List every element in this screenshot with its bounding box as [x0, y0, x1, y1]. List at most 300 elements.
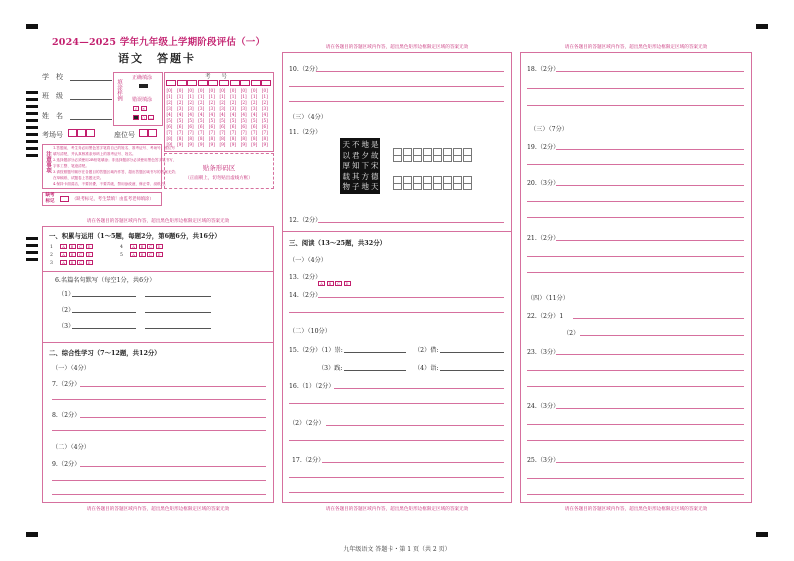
exam-number-write-box[interactable]	[240, 80, 250, 86]
exam-digit-bubble[interactable]: [2]	[219, 100, 226, 105]
registration-mark-bottom-left	[26, 532, 38, 537]
seat-label: 座位号	[114, 131, 135, 139]
q16-label: 16.（1）（2分）	[289, 383, 335, 390]
barcode-note: （正面朝上，切勿贴出虚线方框）	[185, 176, 253, 181]
exam-digit-bubble[interactable]: [0]	[177, 88, 184, 93]
mc-question-row	[50, 260, 94, 266]
q23-line-2[interactable]	[527, 370, 744, 371]
exam-digit-bubble[interactable]: [3]	[240, 106, 247, 111]
exam-number-label: 考 号	[205, 74, 228, 80]
exam-digit-bubble[interactable]: [3]	[187, 106, 194, 111]
sub2-label: （二）（4分）	[52, 444, 90, 451]
correct-fill-mark	[139, 84, 148, 88]
writing-grid-guide	[433, 156, 442, 162]
notes-line: 填写清楚，并认真核准条形码上的准考证号、姓名。	[53, 152, 136, 156]
writing-grid-cell[interactable]	[393, 148, 402, 156]
absent-checkbox[interactable]	[60, 196, 69, 202]
exam-digit-bubble[interactable]: [0]	[261, 88, 268, 93]
exam-digit-bubble[interactable]: [6]	[251, 124, 258, 129]
barcode-label: 贴条形码区	[202, 164, 236, 172]
exam-digit-bubble[interactable]: [1]	[240, 94, 247, 99]
exam-digit-bubble[interactable]: [3]	[208, 106, 215, 111]
writing-grid-guide	[423, 156, 432, 162]
mc-option-bubble[interactable]: D	[86, 260, 93, 265]
col1-bottom-warning: 请在各题目的答题区域内作答，超出黑色矩形边框限定区域的答案无效	[86, 507, 230, 512]
q7-line-1[interactable]	[80, 386, 266, 387]
notes-line: 1.答题前，考生务必用黑色签字笔将自己的姓名、准考证号、考场号、座位号	[53, 146, 176, 150]
calligraphy-glyph: 物	[342, 182, 350, 191]
mc-question-number: 4	[120, 245, 123, 250]
exam-digit-bubble[interactable]: [2]	[208, 100, 215, 105]
q15-3-blank[interactable]	[344, 370, 406, 371]
exam-digit-bubble[interactable]: [8]	[187, 136, 194, 141]
q13-option-bubble[interactable]: D	[344, 281, 351, 286]
q8-line-2[interactable]	[52, 430, 266, 431]
q9-line-1[interactable]	[80, 466, 266, 467]
part1-title: 一、积累与运用（1～5题，每题2分，第6题6分，共16分）	[49, 232, 221, 240]
exam-digit-bubble[interactable]: [0]	[230, 88, 237, 93]
part2-title: 二、综合性学习（7～12题，共12分）	[49, 349, 161, 357]
q15-4-label: （4）诣:	[414, 365, 439, 372]
writing-grid-cell[interactable]	[453, 176, 462, 184]
exam-digit-bubble[interactable]: [7]	[177, 130, 184, 135]
q15-4-blank[interactable]	[440, 370, 504, 371]
exam-digit-bubble[interactable]: [4]	[187, 112, 194, 117]
registration-mark-top-left	[26, 24, 38, 29]
calligraphy-glyph: 是	[371, 140, 379, 149]
writing-grid-cell[interactable]	[463, 148, 472, 156]
writing-grid-cell[interactable]	[423, 148, 432, 156]
sub3-label: （三）（4分）	[289, 114, 327, 121]
exam-digit-bubble[interactable]: [9]	[208, 142, 215, 147]
exam-digit-bubble[interactable]: [3]	[261, 106, 268, 111]
mc-option-bubble[interactable]: B	[69, 252, 76, 257]
writing-grid-guide	[443, 184, 452, 190]
q13-option-bubble[interactable]: A	[318, 281, 325, 286]
exam-digit-bubble[interactable]: [0]	[251, 88, 258, 93]
class-label: 班 级	[42, 92, 63, 100]
exam-digit-bubble[interactable]: [1]	[198, 94, 205, 99]
writing-grid-guide	[393, 156, 402, 162]
exam-number-grid[interactable]	[166, 80, 272, 148]
mc-option-bubble[interactable]: B	[69, 244, 76, 249]
writing-grid-guide	[413, 156, 422, 162]
sub-d-label: （四）（11分）	[527, 295, 569, 302]
exam-digit-bubble[interactable]: [5]	[219, 118, 226, 123]
exam-digit-bubble[interactable]: [7]	[261, 130, 268, 135]
q24-label: 24.（3分）	[527, 403, 560, 410]
exam-digit-bubble[interactable]: [1]	[187, 94, 194, 99]
q20-line-2[interactable]	[527, 201, 744, 202]
writing-grid-guide	[433, 184, 442, 190]
absent-label: 缺考标记	[45, 193, 55, 204]
mc-question-number: 5	[120, 253, 123, 258]
exam-digit-bubble[interactable]: [7]	[166, 130, 173, 135]
exam-digit-bubble[interactable]: [6]	[208, 124, 215, 129]
writing-grid-cell[interactable]	[403, 148, 412, 156]
mc-option-bubble[interactable]: D	[156, 244, 163, 249]
part3-title: 三、阅读（13～25题，共32分）	[289, 239, 386, 247]
exam-digit-bubble[interactable]: [5]	[251, 118, 258, 123]
exam-digit-bubble[interactable]: [2]	[261, 100, 268, 105]
q25-line-3[interactable]	[527, 494, 744, 495]
exam-digit-bubble[interactable]: [4]	[208, 112, 215, 117]
exam-digit-bubble[interactable]: [6]	[166, 124, 173, 129]
writing-grid-guide	[393, 184, 402, 190]
divider	[282, 231, 512, 232]
writing-grid-cell[interactable]	[413, 176, 422, 184]
calligraphy-glyph: 其	[352, 171, 360, 181]
room-label: 考场号	[42, 131, 63, 139]
mc-option-bubble[interactable]: A	[60, 260, 67, 265]
exam-digit-bubble[interactable]: [8]	[166, 136, 173, 141]
writing-grid-cell[interactable]	[443, 176, 452, 184]
q12-line-1[interactable]	[318, 222, 504, 223]
exam-digit-bubble[interactable]: [8]	[261, 136, 268, 141]
writing-grid-cell[interactable]	[463, 176, 472, 184]
q18-line-2[interactable]	[527, 88, 744, 89]
writing-grid-cell[interactable]	[453, 148, 462, 156]
q17-label: 17.（2分）	[292, 457, 325, 464]
q17-line-3[interactable]	[289, 492, 504, 493]
q19-label: 19.（2分）	[527, 144, 560, 151]
sub-c-label: （三）（7分）	[530, 126, 568, 133]
q11-writing-grid[interactable]	[393, 148, 503, 196]
writing-grid-cell[interactable]	[413, 148, 422, 156]
exam-digit-bubble[interactable]: [9]	[261, 142, 268, 147]
q25-line-2[interactable]	[527, 478, 744, 479]
writing-grid-guide	[403, 184, 412, 190]
exam-digit-bubble[interactable]: [0]	[240, 88, 247, 93]
mc-option-bubble[interactable]: A	[130, 244, 137, 249]
q15-1-blank[interactable]	[344, 352, 406, 353]
q24-line-1[interactable]	[556, 408, 744, 409]
exam-digit-bubble[interactable]: [1]	[208, 94, 215, 99]
q6-row-3: （3）	[58, 323, 75, 330]
exam-digit-bubble[interactable]: [1]	[219, 94, 226, 99]
exam-digit-bubble[interactable]: [9]	[177, 142, 184, 147]
q20-line-1[interactable]	[556, 185, 744, 186]
exam-digit-bubble[interactable]: [5]	[240, 118, 247, 123]
exam-digit-bubble[interactable]: [1]	[166, 94, 173, 99]
q17-line-2[interactable]	[289, 477, 504, 478]
exam-digit-bubble[interactable]: [5]	[261, 118, 268, 123]
q25-line-1[interactable]	[556, 462, 744, 463]
q22-2-label: （2）	[563, 330, 580, 337]
exam-digit-bubble[interactable]: [6]	[177, 124, 184, 129]
q22-line-2[interactable]	[580, 335, 744, 336]
exam-digit-bubble[interactable]: [7]	[198, 130, 205, 135]
exam-digit-bubble[interactable]: [7]	[240, 130, 247, 135]
q7-line-2[interactable]	[52, 399, 266, 400]
mc-option-bubble[interactable]: D	[86, 244, 93, 249]
q20-line-3[interactable]	[527, 217, 744, 218]
exam-digit-bubble[interactable]: [1]	[230, 94, 237, 99]
exam-digit-bubble[interactable]: [1]	[177, 94, 184, 99]
mc-option-bubble[interactable]: A	[130, 252, 137, 257]
exam-digit-bubble[interactable]: [3]	[230, 106, 237, 111]
mc-option-bubble[interactable]: C	[77, 260, 84, 265]
exam-digit-bubble[interactable]: [4]	[251, 112, 258, 117]
exam-digit-bubble[interactable]: [6]	[198, 124, 205, 129]
exam-digit-bubble[interactable]: [4]	[240, 112, 247, 117]
calligraphy-glyph: 君	[352, 150, 360, 160]
calligraphy-glyph: 知	[352, 161, 360, 170]
q15-1-label: 15.（2分）（1）崇:	[289, 347, 343, 354]
q8-line-1[interactable]	[80, 417, 266, 418]
q9-line-3[interactable]	[52, 494, 266, 495]
q16-2-line-2[interactable]	[289, 440, 504, 441]
exam-digit-bubble[interactable]: [0]	[198, 88, 205, 93]
notes-line: 字体工整、笔迹清楚。	[53, 164, 89, 168]
mc-option-bubble[interactable]: B	[139, 244, 146, 249]
exam-digit-bubble[interactable]: [5]	[187, 118, 194, 123]
calligraphy-glyph: 不	[352, 140, 360, 149]
exam-digit-bubble[interactable]: [9]	[166, 142, 173, 147]
exam-digit-bubble[interactable]: [5]	[208, 118, 215, 123]
exam-digit-bubble[interactable]: [8]	[240, 136, 247, 141]
col1-top-warning: 请在各题目的答题区域内作答，超出黑色矩形边框限定区域的答案无效	[86, 219, 230, 224]
sub-b-label: （二）（10分）	[289, 328, 331, 335]
exam-digit-bubble[interactable]: [3]	[166, 106, 173, 111]
exam-digit-bubble[interactable]: [2]	[251, 100, 258, 105]
divider	[42, 271, 274, 272]
q13-option-bubble[interactable]: B	[327, 281, 334, 286]
q14-line-1[interactable]	[318, 297, 504, 298]
calligraphy-glyph: 子	[352, 182, 360, 191]
writing-grid-guide	[413, 184, 422, 190]
exam-digit-bubble[interactable]: [0]	[166, 88, 173, 93]
q18-line-3[interactable]	[527, 105, 744, 106]
exam-digit-bubble[interactable]: [5]	[230, 118, 237, 123]
q16-2-label: （2）（2分）	[289, 420, 325, 427]
q7-label: 7.（2分）	[52, 381, 81, 388]
writing-grid-cell[interactable]	[443, 148, 452, 156]
exam-digit-bubble[interactable]: [2]	[198, 100, 205, 105]
exam-digit-bubble[interactable]: [9]	[251, 142, 258, 147]
exam-digit-bubble[interactable]: [0]	[219, 88, 226, 93]
writing-grid-cell[interactable]	[403, 176, 412, 184]
q6-row-2: （2）	[58, 307, 75, 314]
exam-digit-bubble[interactable]: [7]	[230, 130, 237, 135]
exam-digit-bubble[interactable]: [1]	[261, 94, 268, 99]
exam-digit-bubble[interactable]: [3]	[177, 106, 184, 111]
q23-line-1[interactable]	[556, 354, 744, 355]
q6-blank-1a[interactable]	[72, 296, 136, 297]
exam-digit-bubble[interactable]: [6]	[261, 124, 268, 129]
q25-label: 25.（3分）	[527, 457, 560, 464]
exam-digit-bubble[interactable]: [3]	[198, 106, 205, 111]
writing-grid-guide	[443, 156, 452, 162]
q24-line-2[interactable]	[527, 424, 744, 425]
mc-option-bubble[interactable]: B	[139, 252, 146, 257]
exam-number-write-box[interactable]	[177, 80, 187, 86]
writing-grid-guide	[423, 184, 432, 190]
exam-digit-bubble[interactable]: [9]	[240, 142, 247, 147]
writing-grid-cell[interactable]	[433, 176, 442, 184]
exam-digit-bubble[interactable]: [8]	[177, 136, 184, 141]
exam-digit-bubble[interactable]: [0]	[208, 88, 215, 93]
q14-line-2[interactable]	[289, 312, 504, 313]
name-field[interactable]	[70, 119, 112, 120]
exam-digit-bubble[interactable]: [2]	[187, 100, 194, 105]
exam-digit-bubble[interactable]: [6]	[187, 124, 194, 129]
mc-question-number: 2	[50, 253, 53, 258]
correct-fill-label: 正确填涂	[132, 75, 153, 81]
exam-number-write-box[interactable]	[166, 80, 176, 86]
q24-line-3[interactable]	[527, 440, 744, 441]
q6-blank-2b[interactable]	[145, 312, 211, 313]
exam-digit-bubble[interactable]: [2]	[177, 100, 184, 105]
exam-digit-bubble[interactable]: [4]	[219, 112, 226, 117]
q21-line-3[interactable]	[527, 272, 744, 273]
school-field[interactable]	[70, 80, 112, 81]
exam-number-write-box[interactable]	[261, 80, 271, 86]
q14-label: 14.（2分）	[289, 292, 322, 299]
wrong-fill-marks: √ ×	[134, 107, 145, 111]
exam-digit-bubble[interactable]: [4]	[166, 112, 173, 117]
exam-number-write-box[interactable]	[198, 80, 208, 86]
mc-option-bubble[interactable]: A	[60, 244, 67, 249]
exam-digit-bubble[interactable]: [8]	[219, 136, 226, 141]
col3-bottom-warning: 请在各题目的答题区域内作答，超出黑色矩形边框限定区域的答案无效	[564, 507, 708, 512]
writing-grid-guide	[403, 156, 412, 162]
exam-digit-bubble[interactable]: [8]	[251, 136, 258, 141]
exam-digit-bubble[interactable]: [8]	[198, 136, 205, 141]
exam-digit-bubble[interactable]: [9]	[198, 142, 205, 147]
q23-line-3[interactable]	[527, 386, 744, 387]
exam-digit-bubble[interactable]: [2]	[166, 100, 173, 105]
exam-number-write-box[interactable]	[230, 80, 240, 86]
exam-number-write-box[interactable]	[251, 80, 261, 86]
exam-digit-bubble[interactable]: [7]	[251, 130, 258, 135]
q22-line-1[interactable]	[573, 318, 744, 319]
mc-option-bubble[interactable]: D	[86, 252, 93, 257]
exam-number-write-box[interactable]	[208, 80, 218, 86]
absent-note: （缺考标记，考生禁填！由监考老师填涂）	[72, 197, 154, 202]
q15-2-blank[interactable]	[440, 352, 504, 353]
mc-option-bubble[interactable]: C	[147, 252, 154, 257]
q22-label: 22.（2分）1	[527, 313, 564, 320]
answer-panel-3	[520, 52, 752, 503]
q16-line-1[interactable]	[334, 388, 504, 389]
q6-blank-3a[interactable]	[72, 328, 136, 329]
exam-number-write-box[interactable]	[219, 80, 229, 86]
writing-grid-guide	[463, 184, 472, 190]
q19-line-1[interactable]	[556, 149, 744, 150]
exam-number-write-box[interactable]	[187, 80, 197, 86]
exam-digit-bubble[interactable]: [9]	[230, 142, 237, 147]
q21-line-1[interactable]	[556, 240, 744, 241]
exam-digit-bubble[interactable]: [9]	[187, 142, 194, 147]
exam-digit-bubble[interactable]: [6]	[219, 124, 226, 129]
fill-example-vertical-label: 填涂样例	[116, 79, 122, 101]
q6-blank-2a[interactable]	[72, 312, 136, 313]
exam-digit-bubble[interactable]: [2]	[230, 100, 237, 105]
mc-option-bubble[interactable]: C	[147, 244, 154, 249]
q13-option-bubble[interactable]: C	[335, 281, 342, 286]
exam-digit-bubble[interactable]: [4]	[261, 112, 268, 117]
calligraphy-glyph: 以	[342, 150, 350, 160]
q18-line-1[interactable]	[556, 71, 744, 72]
exam-digit-bubble[interactable]: [6]	[240, 124, 247, 129]
q10-line-2[interactable]	[289, 86, 504, 87]
exam-digit-bubble[interactable]: [4]	[230, 112, 237, 117]
exam-digit-bubble[interactable]: [5]	[198, 118, 205, 123]
q21-line-2[interactable]	[527, 256, 744, 257]
q6-blank-1b[interactable]	[145, 296, 211, 297]
exam-digit-bubble[interactable]: [5]	[166, 118, 173, 123]
calligraphy-image	[340, 138, 380, 194]
exam-digit-bubble[interactable]: [3]	[251, 106, 258, 111]
exam-digit-bubble[interactable]: [7]	[219, 130, 226, 135]
notes-line: 在草稿纸、试题卷上答题无效。	[53, 176, 104, 180]
q9-line-2[interactable]	[52, 480, 266, 481]
exam-digit-bubble[interactable]: [9]	[219, 142, 226, 147]
registration-mark-bottom-right	[756, 532, 768, 537]
q10-line-3[interactable]	[289, 101, 504, 102]
mc-answer-grid[interactable]	[50, 244, 190, 268]
calligraphy-glyph: 天	[371, 182, 379, 191]
mc-option-bubble[interactable]: C	[77, 252, 84, 257]
exam-digit-bubble[interactable]: [1]	[251, 94, 258, 99]
exam-digit-bubble[interactable]: [8]	[208, 136, 215, 141]
exam-digit-bubble[interactable]: [0]	[187, 88, 194, 93]
writing-grid-cell[interactable]	[393, 176, 402, 184]
name-label: 姓 名	[42, 112, 63, 120]
calligraphy-glyph: 方	[361, 171, 369, 181]
q15-2-label: （2）借:	[414, 347, 439, 354]
q6-blank-3b[interactable]	[145, 328, 211, 329]
q16-2-line-1[interactable]	[326, 425, 504, 426]
mc-question-number: 3	[50, 261, 53, 266]
exam-digit-bubble[interactable]: [4]	[177, 112, 184, 117]
exam-digit-bubble[interactable]: [3]	[219, 106, 226, 111]
q21-label: 21.（2分）	[527, 235, 560, 242]
exam-digit-bubble[interactable]: [2]	[240, 100, 247, 105]
mc-option-bubble[interactable]: D	[156, 252, 163, 257]
q10-line-1[interactable]	[316, 71, 504, 72]
writing-grid-cell[interactable]	[423, 176, 432, 184]
mc-option-bubble[interactable]: A	[60, 252, 67, 257]
q6-label: 6.名篇名句默写（每空1分，共6分）	[55, 277, 156, 284]
q18-label: 18.（2分）	[527, 66, 560, 73]
exam-digit-bubble[interactable]: [8]	[230, 136, 237, 141]
mc-option-bubble[interactable]: C	[77, 244, 84, 249]
q13-label: 13.（2分）	[289, 274, 322, 281]
q11-label: 11.（2分）	[289, 129, 322, 136]
q13-options[interactable]	[318, 273, 378, 286]
calligraphy-glyph: 地	[361, 140, 369, 149]
class-field[interactable]	[70, 99, 112, 100]
calligraphy-glyph: 厚	[342, 161, 350, 170]
calligraphy-glyph: 宋	[371, 161, 379, 170]
notes-line: 2.选择题部分必须使用2B铅笔填涂；非选择题部分必须使用黑色签字笔书写，	[53, 158, 177, 162]
exam-digit-bubble[interactable]: [7]	[187, 130, 194, 135]
mc-option-bubble[interactable]: B	[69, 260, 76, 265]
mc-question-row	[120, 252, 164, 258]
exam-digit-bubble[interactable]: [6]	[230, 124, 237, 129]
exam-digit-bubble[interactable]: [7]	[208, 130, 215, 135]
sub1-label: （一）（4分）	[52, 365, 90, 372]
exam-digit-bubble[interactable]: [4]	[198, 112, 205, 117]
exam-digit-bubble[interactable]: [5]	[177, 118, 184, 123]
notes-text	[53, 145, 179, 187]
q17-line-1[interactable]	[322, 462, 504, 463]
q16-line-2[interactable]	[289, 403, 504, 404]
writing-grid-cell[interactable]	[433, 148, 442, 156]
q19-line-2[interactable]	[527, 164, 744, 165]
